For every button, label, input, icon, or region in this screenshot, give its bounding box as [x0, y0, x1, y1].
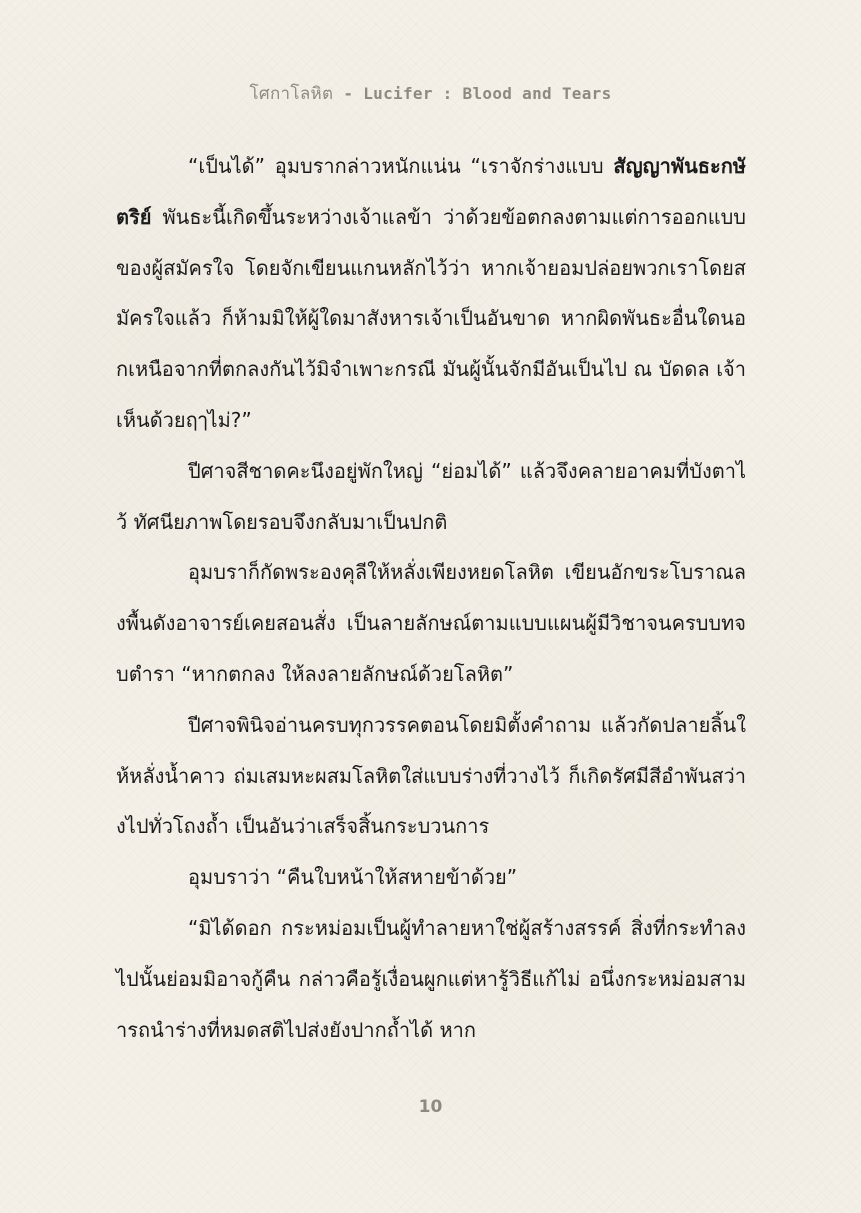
header-english-title: Lucifer : Blood and Tears: [363, 84, 612, 103]
paragraph-text: “เป็นได้” อุมบรากล่าวหนักแน่น “เราจักร่างแบบ: [188, 154, 614, 178]
running-header: [0, 80, 861, 107]
paragraph: “มิได้ดอก กระหม่อมเป็นผู้ทำลายหาใช่ผู้สร้างสรรค์ สิ่งที่กระทำลงไปนั้นย่อมมิอาจกู้คืน กล่าวคือรู้เงื่อนผูกแต่หารู้วิธีแก้ไม่ อนึ่งกระหม่อมสามารถนำร่างที่หมดสติไปส่งยังปากถ้ำได้ หาก: [116, 915, 746, 1042]
paragraph: อุมบราว่า “คืนใบหน้าให้สหายข้าด้วย”: [188, 865, 518, 890]
paragraph: ปีศาจพินิจอ่านครบทุกวรรคตอนโดยมิตั้งคำถาม แล้วกัดปลายลิ้นให้หลั่งน้ำคาว ถ่มเสมหะผสมโลหิตใส่แบบร่างที่วางไว้ ก็เกิดรัศมีสีอำพันสว่างไปทั่วโถงถ้ำ เป็นอันว่าเสร็จสิ้นกระบวนการ: [116, 712, 746, 839]
paragraph: อุมบราก็กัดพระองคุลีให้หลั่งเพียงหยดโลหิต เขียนอักขระโบราณลงพื้นดังอาจารย์เคยสอนสั่ง เป็นลายลักษณ์ตามแบบแผนผู้มีวิชาจนครบบทจบตำรา “หากตกลง ให้ลงลายลักษณ์ด้วยโลหิต”: [116, 560, 746, 686]
header-separator: -: [333, 84, 364, 103]
header-thai-title: โศกาโลหิต: [249, 84, 334, 104]
paragraph: ปีศาจสีชาดคะนึงอยู่พักใหญ่ “ย่อมได้” แล้วจึงคลายอาคมที่บังตาไว้ ทัศนียภาพโดยรอบจึงกลับมาเป็นปกติ: [116, 458, 746, 534]
bold-term: สัญญาพันธะกษัตริย์: [116, 154, 746, 229]
paragraph: [116, 141, 746, 446]
body-text: [116, 141, 746, 1055]
paragraph-text: พันธะนี้เกิดขึ้นระหว่างเจ้าแลข้า ว่าด้วยข้อตกลงตามแต่การออกแบบของผู้สมัครใจ โดยจักเขียนแกนหลักไว้ว่า หากเจ้ายอมปล่อยพวกเราโดยสมัครใจแล้ว ก็ห้ามมิให้ผู้ใดมาสังหารเจ้าเป็นอันขาด หากผิดพันธะอื่นใดนอกเหนือจากที่ตกลงกันไว้มิจำเพาะกรณี มันผู้นั้นจักมีอันเป็นไป ณ บัดดล เจ้าเห็นด้วยฤๅไม่?”: [116, 204, 746, 432]
page-number: 10: [418, 1097, 443, 1117]
